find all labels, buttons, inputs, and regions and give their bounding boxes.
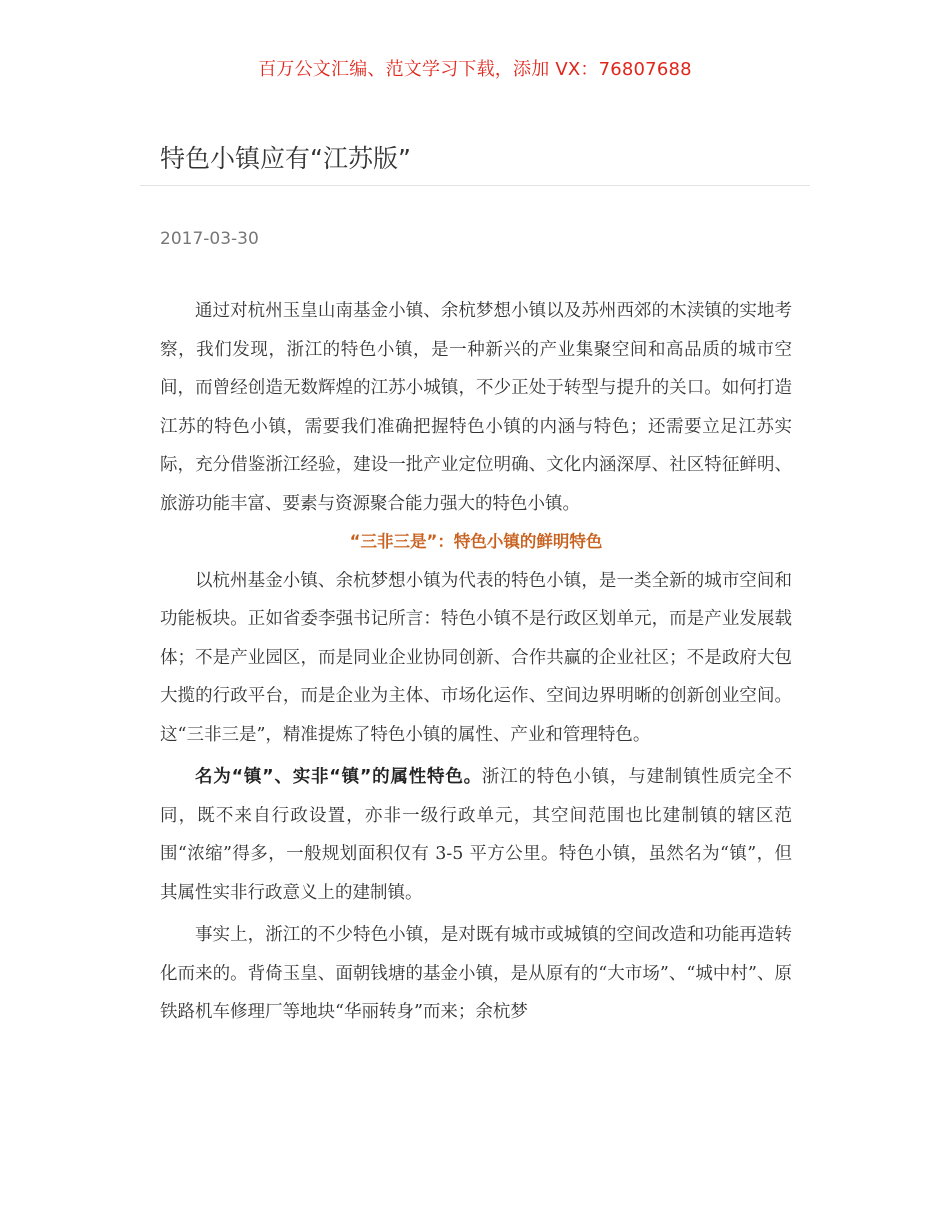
paragraph-lead-heading: 名为“镇”、实非“镇”的属性特色。 <box>195 767 482 787</box>
intro-paragraph: 通过对杭州玉皇山南基金小镇、余杭梦想小镇以及苏州西郊的木渎镇的实地考察，我们发现，浙江的特色小镇，是一种新兴的产业集聚空间和高品质的城市空间，而曾经创造无数辉煌的江苏小城镇，不少正处于转型与提升的关口。如何打造江苏的特色小镇，需要我们准确把握特色小镇的内涵与特色；还需要立足江苏实际，充分借鉴浙江经验，建设一批产业定位明确、文化内涵深厚、社区特征鲜明、旅游功能丰富、要素与资源聚合能力强大的特色小镇。 <box>160 301 792 514</box>
page-title: 特色小镇应有“江苏版” <box>160 144 411 173</box>
paragraph-text: 浙江的特色小镇，与建制镇性质完全不同，既不来自行政设置，亦非一级行政单元，其空间范围也比建制镇的辖区范围“浓缩”得多，一般规划面积仅有 3-5 平方公里。特色小镇，虽然名为“镇”，但其属性实非行政意义上的建制镇。 <box>160 767 793 903</box>
promo-banner: 百万公文汇编、范文学习下载，添加 VX：76807688 <box>258 59 692 80</box>
title-divider <box>140 185 810 186</box>
body-paragraph-3: 事实上，浙江的不少特色小镇，是对既有城市或城镇的空间改造和功能再造转化而来的。背倚玉皇、面朝钱塘的基金小镇，是从原有的“大市场”、“城中村”、原铁路机车修理厂等地块“华丽转身”而来；余杭梦 <box>160 925 792 1022</box>
article-body <box>160 292 792 1032</box>
publish-date: 2017-03-30 <box>160 229 259 249</box>
body-paragraph-1: 以杭州基金小镇、余杭梦想小镇为代表的特色小镇，是一类全新的城市空间和功能板块。正如省委李强书记所言：特色小镇不是行政区划单元，而是产业发展载体；不是产业园区，而是同业企业协同创新、合作共赢的企业社区；不是政府大包大揽的行政平台，而是企业为主体、市场化运作、空间边界明晰的创新创业空间。这“三非三是”，精准提炼了特色小镇的属性、产业和管理特色。 <box>160 570 792 745</box>
section-heading: “三非三是”：特色小镇的鲜明特色 <box>349 532 603 551</box>
body-paragraph-2 <box>160 758 792 912</box>
